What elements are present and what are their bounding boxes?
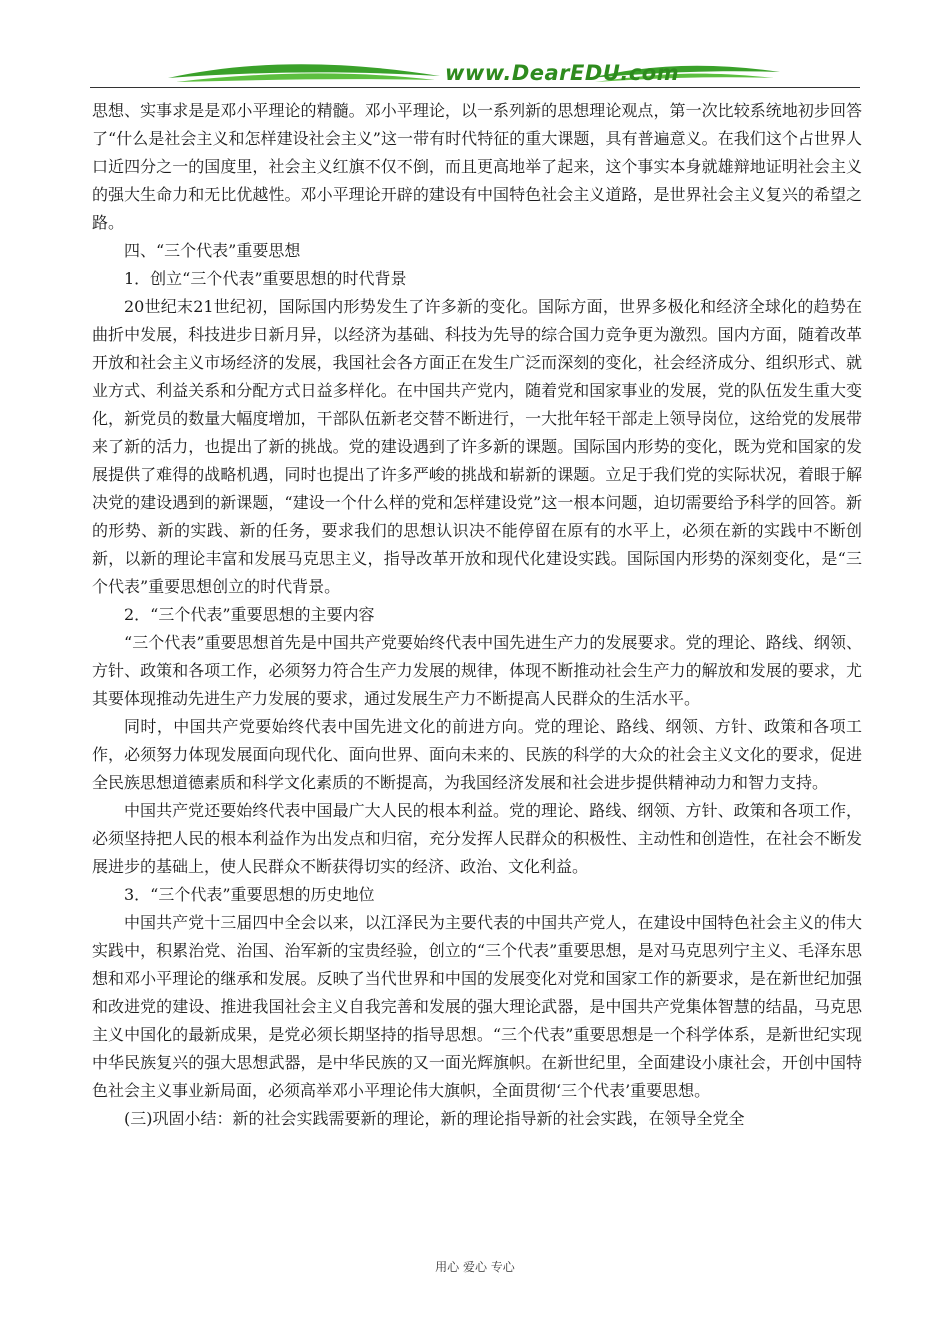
paragraph-1: 思想、实事求是是邓小平理论的精髓。邓小平理论，以一系列新的思想理论观点，第一次比较系统地初步回答了“什么是社会主义和怎样建设社会主义”这一带有时代特征的重大课题，具有普遍意义。在我们这个占世界人口近四分之一的国度里，社会主义红旗不仅不倒，而且更高地举了起来，这个事实本身就雄辩地证明社会主义的强大生命力和无比优越性。邓小平理论开辟的建设有中国特色社会主义道路，是世界社会主义复兴的希望之路。	[92, 101, 862, 232]
paragraph-background: 20世纪末21世纪初，国际国内形势发生了许多新的变化。国际方面，世界多极化和经济全球化的趋势在曲折中发展，科技进步日新月异，以经济为基础、科技为先导的综合国力竞争更为激烈。国内方面，随着改革开放和社会主义市场经济的发展，我国社会各方面正在发生广泛而深刻的变化，社会经济成分、组织形式、就业方式、利益关系和分配方式日益多样化。在中国共产党内，随着党和国家事业的发展，党的队伍发生重大变化，新党员的数量大幅度增加，干部队伍新老交替不断进行，一大批年轻干部走上领导岗位，这给党的发展带来了新的活力，也提出了新的挑战。党的建设遇到了许多新的课题。国际国内形势的变化，既为党和国家的发展提供了难得的战略机遇，同时也提出了许多严峻的挑战和崭新的课题。立足于我们党的实际状况，着眼于解决党的建设遇到的新课题，“建设一个什么样的党和怎样建设党”这一根本问题，迫切需要给予科学的回答。新的形势、新的实践、新的任务，要求我们的思想认识决不能停留在原有的水平上，必须在新的实践中不断创新，以新的理论丰富和发展马克思主义，指导改革开放和现代化建设实践。国际国内形势的深刻变化，是“三个代表”重要思想创立的时代背景。	[92, 297, 862, 596]
paragraph-historical-status: 中国共产党十三届四中全会以来，以江泽民为主要代表的中国共产党人，在建设中国特色社会主义的伟大实践中，积累治党、治国、治军新的宝贵经验，创立的“三个代表”重要思想，是对马克思列宁主义、毛泽东思想和邓小平理论的继承和发展。反映了当代世界和中国的发展变化对党和国家工作的新要求，是在新世纪加强和改进党的建设、推进我国社会主义自我完善和发展的强大理论武器，是中国共产党集体智慧的结晶，马克思主义中国化的最新成果，是党必须长期坚持的指导思想。“三个代表”重要思想是一个科学体系，是新世纪实现中华民族复兴的强大思想武器，是中华民族的又一面光辉旗帜。在新世纪里，全面建设小康社会，开创中国特色社会主义事业新局面，必须高举邓小平理论伟大旗帜，全面贯彻‘三个代表’重要思想。	[92, 913, 862, 1100]
section-heading-four: 四、“三个代表”重要思想	[124, 241, 301, 260]
subheading-2: 2．“三个代表”重要思想的主要内容	[124, 605, 375, 624]
page-footer: 用心 爱心 专心	[435, 1260, 515, 1274]
document-body	[92, 97, 862, 1133]
paragraph-summary: (三)巩固小结：新的社会实践需要新的理论，新的理论指导新的社会实践，在领导全党全	[124, 1109, 745, 1128]
subheading-3: 3．“三个代表”重要思想的历史地位	[124, 885, 375, 904]
header-divider	[90, 87, 860, 88]
site-logo-text: www.DearEDU.com	[445, 61, 680, 85]
paragraph-culture: 同时，中国共产党要始终代表中国先进文化的前进方向。党的理论、路线、纲领、方针、政策和各项工作，必须努力体现发展面向现代化、面向世界、面向未来的、民族的科学的大众的社会主义文化的要求，促进全民族思想道德素质和科学文化素质的不断提高，为我国经济发展和社会进步提供精神动力和智力支持。	[92, 717, 862, 792]
paragraph-interests: 中国共产党还要始终代表中国最广大人民的根本利益。党的理论、路线、纲领、方针、政策和各项工作，必须坚持把人民的根本利益作为出发点和归宿，充分发挥人民群众的积极性、主动性和创造性，在社会不断发展进步的基础上，使人民群众不断获得切实的经济、政治、文化利益。	[92, 801, 862, 876]
page-header	[90, 58, 860, 90]
paragraph-productivity: “三个代表”重要思想首先是中国共产党要始终代表中国先进生产力的发展要求。党的理论、路线、纲领、方针、政策和各项工作，必须努力符合生产力发展的规律，体现不断推动社会生产力的解放和发展的要求，尤其要体现推动先进生产力发展的要求，通过发展生产力不断提高人民群众的生活水平。	[92, 633, 862, 708]
subheading-1: 1．创立“三个代表”重要思想的时代背景	[124, 269, 407, 288]
